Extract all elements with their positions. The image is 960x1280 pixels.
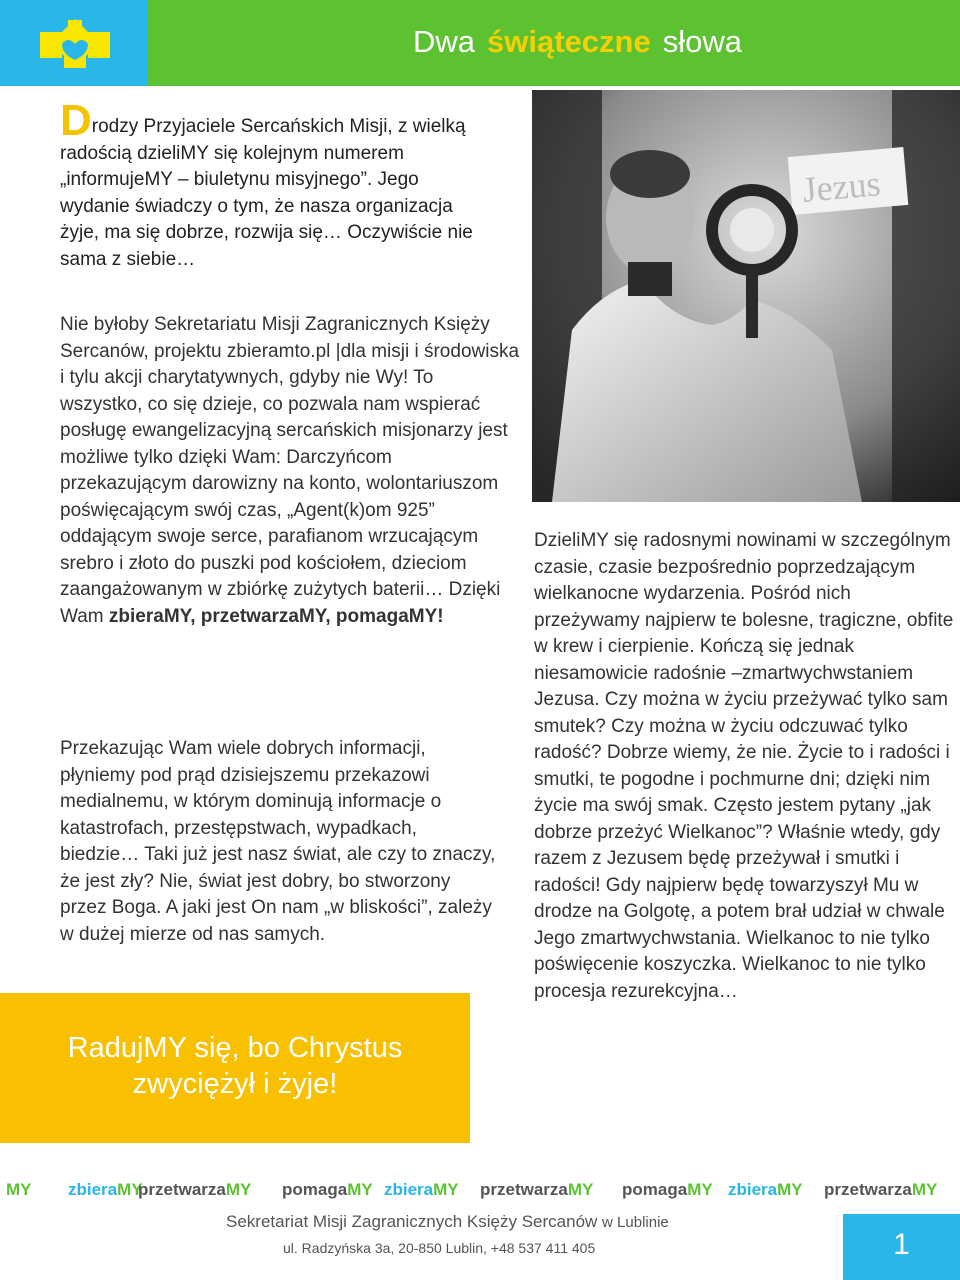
- body-paragraph-2: [60, 736, 500, 948]
- footer-slogan-word: [384, 1180, 459, 1200]
- footer-slogan-word: [728, 1180, 803, 1200]
- footer-slogan-word-part: zbiera: [728, 1180, 778, 1199]
- page-number: 1: [893, 1228, 910, 1261]
- lead-paragraph: [60, 96, 480, 273]
- footer-slogan-word: [622, 1180, 713, 1200]
- org-address: ul. Radzyńska 3a, 20-850 Lublin, +48 537 411 405: [283, 1240, 596, 1256]
- body-paragraph-1: [60, 312, 520, 630]
- footer-slogan-word: [68, 1180, 143, 1200]
- footer-slogan-word-my: MY: [567, 1180, 594, 1199]
- heart-logo-icon: [0, 0, 148, 86]
- footer-slogan-word-my: MY: [347, 1180, 373, 1199]
- title-part1: Dwa: [413, 24, 476, 59]
- body3-text: DzieliMY się radosnymi nowinami w szczególnym czasie, czasie bezpośrednio poprzedzającym wielkanocne wydarzenia. Pośród nich przeżywamy najpierw te bolesne, tragiczne, obfite w krew i cierpienie. Kończą się jednak niesamowicie radośnie –zmartwychwstaniem Jezusa. Czy można w życiu przeżywać tylko sam smutek? Czy można w życiu odczuwać tylko radość? Dobrze wiemy, że nie. Życie to i radości i smutki, te pogodne i pochmurne dni; dzięki nim życie ma swój smak. Często jestem pytany „jak dobrze przeżyć Wielkanoc”? Właśnie wtedy, gdy razem z Jezusem będę przeżywał i smutki i radości! Gdy najpierw będę towarzyszył Mu w drodze na Golgotę, a potem brał udział w chwale Jego zmartwychwstania. Wielkanoc to nie tylko poświęcenie koszyczka. Wielkanoc to nie tylko procesja rezurekcyjna…: [534, 530, 954, 1002]
- footer-slogan-word-my: MY: [225, 1180, 252, 1199]
- title-part2: słowa: [662, 24, 742, 59]
- footer-slogan-word: [138, 1180, 251, 1200]
- photo-image: [532, 90, 960, 502]
- footer-slogan-word: [282, 1180, 373, 1200]
- priest-photo: [532, 90, 960, 502]
- slogan-line1: RadujMY się, bo Chrystus: [67, 1032, 403, 1064]
- body1-text: Nie byłoby Sekretariatu Misji Zagranicznych Księży Sercanów, projektu zbieramto.pl |dla misji i środowiska i tylu akcji charytatywnych, gdyby nie Wy! To wszystko, co się dzieje, co pozwala nam wspierać posługę ewangelizacyjną sercańskich misjonarzy jest możliwe tylko dzięki Wam: Darczyńcom przekazującym darowizny na konto, wolontariuszom poświęcającym swój czas, „Agent(k)om 925” oddającym swoje serce, parafianom wrzucającym srebro i złoto do puszki pod kościołem, dzieciom zaangażowanym w zbiórkę zużytych baterii… Dzięki Wam: [60, 314, 520, 627]
- footer-slogan-word-my: MY: [777, 1180, 803, 1199]
- body2-text: Przekazując Wam wiele dobrych informacji, płyniemy pod prąd dzisiejszemu przekazowi medialnemu, w którym dominują informacje o katastrofach, przestępstwach, wypadkach, biedzie… Taki już jest nasz świat, ale czy to znaczy, że jest zły? Nie, świat jest dobry, bo stworzony przez Boga. A jaki jest On nam „w bliskości”, zależy w dużej mierze od nas samych.: [60, 738, 496, 945]
- footer-slogan-word-my: MY: [433, 1180, 459, 1199]
- footer-slogan-word: [824, 1180, 937, 1200]
- page-number-box: [843, 1214, 960, 1280]
- footer-slogan-word-part: zbiera: [384, 1180, 434, 1199]
- body1-bold: zbieraMY, przetwarzaMY, pomagaMY!: [108, 605, 444, 627]
- title-highlight: świąteczne: [487, 24, 651, 59]
- footer-slogan-word-part: pomaga: [622, 1180, 688, 1199]
- footer-slogan-word-my: MY: [687, 1180, 713, 1199]
- footer-slogan-word-part: przetwarza: [824, 1180, 912, 1199]
- footer-slogan-word-part: zbiera: [68, 1180, 118, 1199]
- footer-slogan-word: [6, 1180, 32, 1200]
- dropcap: D: [60, 96, 92, 145]
- footer-slogan-word-part: przetwarza: [138, 1180, 226, 1199]
- footer-slogan-word-part: przetwarza: [480, 1180, 568, 1199]
- body-paragraph-3: [534, 528, 954, 1005]
- logo-box: [0, 0, 148, 86]
- org-name-text: Sekretariat Misji Zagranicznych Księży Sercanów: [226, 1212, 598, 1231]
- page-title: [413, 24, 742, 60]
- footer-slogan-word-part: MY: [6, 1180, 32, 1199]
- slogan-line2: zwyciężył i żyje!: [132, 1068, 338, 1100]
- footer-slogan-strip: [0, 1180, 960, 1204]
- sign-text: Jezus: [800, 163, 883, 210]
- footer-slogan-word-part: pomaga: [282, 1180, 348, 1199]
- org-name: [226, 1212, 669, 1232]
- slogan: [0, 1030, 470, 1102]
- footer-slogan-word: [480, 1180, 593, 1200]
- footer-slogan-word-my: MY: [911, 1180, 938, 1199]
- lead-text: rodzy Przyjaciele Sercańskich Misji, z wielką radością dzieliMY się kolejnym numerem „informujeMY – biuletynu misyjnego”. Jego wydanie świadczy o tym, że nasza organizacja żyje, ma się dobrze, rozwija się… Oczywiście nie sama z siebie…: [60, 116, 473, 270]
- org-city: w Lublinie: [602, 1214, 669, 1231]
- footer-slogan-word-my: MY: [117, 1180, 143, 1199]
